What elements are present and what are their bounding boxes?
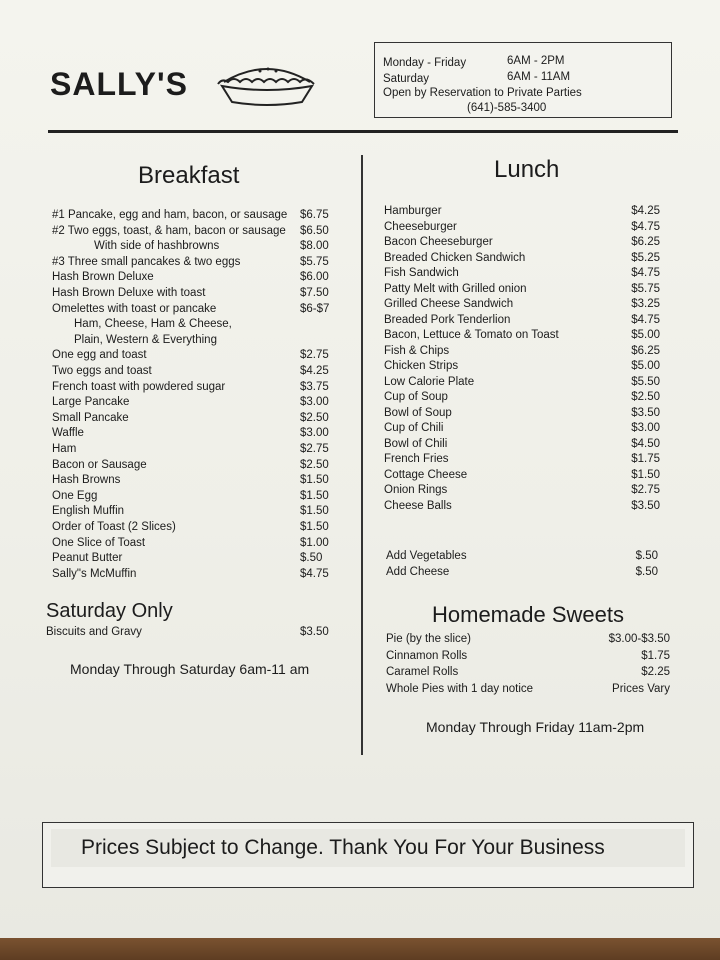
menu-item-name: Pie (by the slice) — [386, 633, 472, 645]
menu-item-price: $2.75 — [631, 484, 660, 496]
menu-item-price: $2.75 — [300, 443, 329, 455]
menu-item-name: Patty Melt with Grilled onion — [384, 282, 527, 295]
pie-icon — [214, 58, 320, 110]
menu-item-price: $3.00 — [631, 422, 660, 434]
breakfast-hours-note: Monday Through Saturday 6am-11 am — [70, 661, 310, 677]
menu-item-name: One egg and toast — [52, 349, 147, 362]
menu-item-name: French Fries — [384, 453, 449, 465]
menu-item-name: Add Vegetables — [386, 550, 467, 562]
menu-item-name: Peanut Butter — [52, 552, 123, 565]
menu-item-name: Low Calorie Plate — [384, 375, 475, 388]
saturday-item-price: $3.50 — [300, 626, 329, 638]
menu-item-name: With side of hashbrowns — [94, 240, 220, 253]
menu-item-price: $3.00 — [300, 396, 329, 409]
lunch-hours-note: Monday Through Friday 11am-2pm — [426, 719, 645, 735]
lunch-heading: Lunch — [494, 156, 560, 183]
menu-item-price: $3.00-$3.50 — [608, 633, 670, 645]
private-parties-note: Open by Reservation to Private Parties — [383, 87, 582, 99]
menu-item-price: $2.50 — [300, 411, 329, 424]
hours-time: 6AM - 2PM — [507, 55, 565, 67]
menu-item-price: $4.50 — [631, 437, 660, 450]
table-surface — [0, 938, 720, 960]
menu-item-price: $4.25 — [300, 365, 329, 377]
menu-item-price: $3.50 — [631, 406, 660, 419]
menu-item-price: $3.25 — [631, 298, 660, 310]
menu-item-price: $6.25 — [631, 236, 660, 248]
footer-box — [42, 822, 694, 888]
brand-title: SALLY'S — [50, 66, 188, 102]
hours-row — [383, 55, 466, 71]
phone-number: (641)-585-3400 — [467, 102, 547, 114]
menu-item-price: $4.25 — [631, 205, 660, 217]
menu-item-name: #3 Three small pancakes & two eggs — [52, 255, 241, 268]
menu-item-price: $1.50 — [300, 489, 329, 502]
menu-item-price: $3.00 — [300, 427, 329, 440]
menu-item-price: $6.25 — [631, 344, 660, 357]
menu-item-name: One Slice of Toast — [52, 536, 146, 549]
menu-item-price: $1.75 — [641, 649, 670, 662]
menu-item-price: Prices Vary — [612, 682, 670, 695]
menu-item-name: Bacon Cheeseburger — [384, 236, 493, 248]
menu-item-price: $1.75 — [631, 453, 660, 465]
menu-item-price: $3.50 — [631, 499, 660, 512]
menu-item-name: Large Pancake — [52, 396, 130, 409]
menu-item-name: Onion Rings — [384, 484, 448, 496]
menu-item-name: French toast with powdered sugar — [52, 380, 226, 393]
breakfast-heading: Breakfast — [138, 162, 240, 189]
menu-item-price: $1.50 — [631, 468, 660, 481]
menu-item-price: $3.75 — [300, 380, 329, 393]
menu-item-name: Add Cheese — [386, 566, 450, 578]
menu-item-name: English Muffin — [52, 505, 125, 518]
menu-item-name: Small Pancake — [52, 411, 129, 424]
menu-item-name: Whole Pies with 1 day notice — [386, 682, 534, 695]
menu-item-price: $8.00 — [300, 240, 329, 253]
menu-item-price: $4.75 — [300, 567, 329, 580]
hours-time: 6AM - 11AM — [507, 71, 571, 83]
menu-item-price: $5.75 — [300, 255, 329, 268]
menu-item-price: $.50 — [635, 566, 658, 578]
hours-days: Monday - Friday — [383, 57, 467, 69]
menu-item-name: One Egg — [52, 489, 98, 502]
menu-item-price: $.50 — [635, 550, 658, 562]
menu-item-name: Breaded Pork Tenderlion — [384, 313, 511, 326]
hours-box — [374, 42, 672, 118]
hours-days: Saturday — [383, 73, 430, 85]
menu-item-name: Two eggs and toast — [52, 365, 152, 377]
menu-item-price: $5.75 — [631, 282, 660, 295]
sweets-heading: Homemade Sweets — [432, 602, 624, 627]
menu-item-price: $1.50 — [300, 521, 329, 533]
menu-item-name: Bowl of Soup — [384, 406, 452, 419]
column-divider — [361, 155, 363, 755]
menu-item-price: $1.00 — [300, 536, 329, 549]
menu-item-name: Hash Browns — [52, 474, 121, 487]
menu-item-name: Ham, Cheese, Ham & Cheese, — [74, 318, 232, 331]
menu-item-price: $4.75 — [631, 313, 660, 326]
menu-item-name: Ham — [52, 443, 77, 455]
menu-item-name: Fish Sandwich — [384, 267, 459, 279]
menu-item-price: $2.50 — [631, 391, 660, 403]
menu-item-name: Chicken Strips — [384, 360, 459, 372]
menu-item-name: Cheese Balls — [384, 499, 452, 512]
menu-item-name: Omelettes with toast or pancake — [52, 302, 217, 315]
menu-item-name: Bacon or Sausage — [52, 458, 147, 471]
menu-item-price: $2.50 — [300, 458, 329, 471]
saturday-item-name: Biscuits and Gravy — [46, 626, 142, 638]
menu-item-price: $6.00 — [300, 271, 329, 284]
menu-item-name: Cup of Soup — [384, 391, 448, 403]
menu-item-name: Breaded Chicken Sandwich — [384, 251, 526, 264]
menu-item-name: Cottage Cheese — [384, 468, 468, 481]
menu-item-price: $1.50 — [300, 474, 329, 487]
menu-item-name: Grilled Cheese Sandwich — [384, 298, 514, 310]
menu-item-price: $4.75 — [631, 220, 660, 233]
menu-item-name: Fish & Chips — [384, 344, 450, 357]
menu-item-name: Caramel Rolls — [386, 666, 459, 678]
menu-item-price: $1.50 — [300, 505, 329, 518]
menu-item-name: Sally"s McMuffin — [52, 567, 137, 580]
menu-item-price: $5.25 — [631, 251, 660, 264]
menu-item-price: $5.00 — [631, 360, 660, 372]
menu-item-price: $2.25 — [641, 666, 670, 678]
footer-message: Prices Subject to Change. Thank You For Your Business — [51, 829, 685, 867]
menu-item-price: $2.75 — [300, 349, 329, 362]
menu-item-name: Hamburger — [384, 205, 442, 217]
menu-item-name: Plain, Western & Everything — [74, 333, 217, 346]
menu-item-name: Hash Brown Deluxe with toast — [52, 287, 206, 299]
menu-item-name: Cup of Chili — [384, 422, 444, 434]
menu-item-name: Bowl of Chili — [384, 437, 448, 450]
menu-item-price: $5.50 — [631, 375, 660, 388]
menu-item-name: Hash Brown Deluxe — [52, 271, 154, 284]
menu-item-price: $5.00 — [631, 329, 660, 341]
saturday-heading: Saturday Only — [46, 600, 173, 622]
menu-item-name: Waffle — [52, 427, 84, 440]
header-rule — [48, 130, 678, 133]
menu-item-name: Cheeseburger — [384, 220, 457, 233]
menu-item-price: $.50 — [300, 552, 323, 565]
menu-item-name: Order of Toast (2 Slices) — [52, 521, 176, 533]
menu-item-price: $6.75 — [300, 209, 329, 221]
menu-item-price: $7.50 — [300, 287, 329, 299]
menu-item-name: Bacon, Lettuce & Tomato on Toast — [384, 329, 559, 341]
menu-item-name: #1 Pancake, egg and ham, bacon, or sausage — [52, 209, 288, 221]
menu-item-price: $4.75 — [631, 267, 660, 279]
menu-item-name: #2 Two eggs, toast, & ham, bacon or sausage — [52, 224, 286, 237]
menu-item-name: Cinnamon Rolls — [386, 649, 468, 662]
menu-item-price: $6.50 — [300, 224, 329, 237]
menu-item-price: $6-$7 — [300, 302, 330, 315]
